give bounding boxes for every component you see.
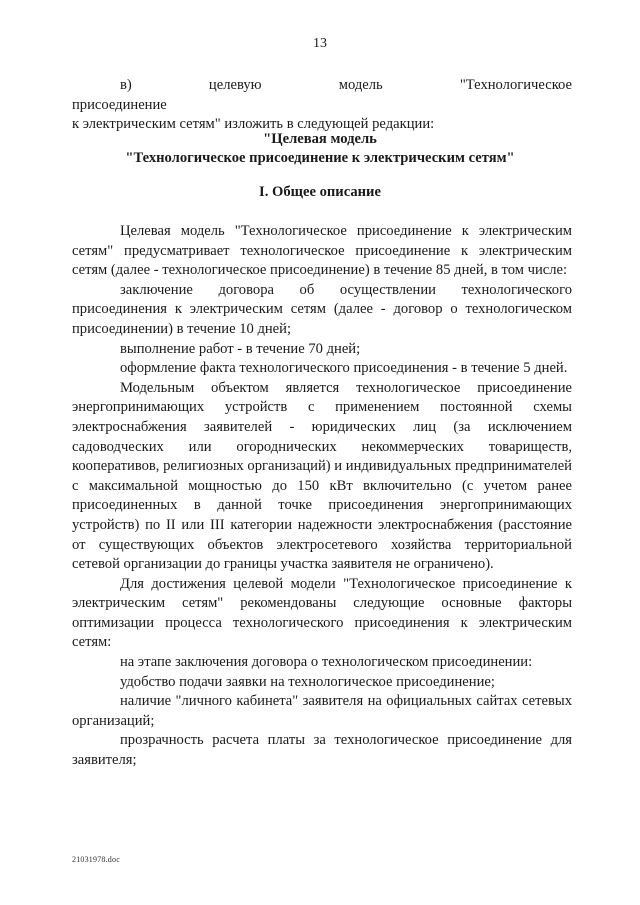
- page-number: 13: [313, 36, 327, 51]
- paragraph-8: удобство подачи заявки на технологическое присоединение;: [120, 673, 495, 690]
- paragraph-7: на этапе заключения договора о технологическом присоединении:: [120, 654, 533, 671]
- paragraph-2: заключение договора об осуществлении технологического присоединения к электрическим сетям (далее - договор о технологическом присоединении) в течение 10 дней;: [72, 281, 572, 337]
- title-line-1: "Целевая модель: [263, 131, 377, 147]
- body-text: [72, 222, 572, 771]
- intro-line-1: в) целевую модель "Технологическое присоединение: [72, 77, 572, 113]
- paragraph-6: Для достижения целевой модели "Технологическое присоединение к электрическим сетям" рекомендованы следующие основные факторы оптимизации процесса технологического присоединения к электрическим сетям:: [72, 575, 572, 651]
- paragraph-5: Модельным объектом является технологическое присоединение энергопринимающих устройств с применением постоянной схемы электроснабжения заявителей - юридических лиц (за исключением садоводческих или огороднических некоммерческих товариществ, кооперативов, религиозных организаций) и индивидуальных предпринимателей с максимальной мощностью до 150 кВт включительно (с учетом ранее присоединенных в данной точке присоединения энергопринимающих устройств) по II или III категории надежности электроснабжения (расстояние от существующих объектов электросетевого хозяйства территориальной сетевой организации до границы участка заявителя не ограничено).: [72, 379, 572, 573]
- paragraph-3: выполнение работ - в течение 70 дней;: [120, 340, 361, 357]
- intro-paragraph: [72, 76, 572, 135]
- document-title: [0, 130, 640, 168]
- section-heading: I. Общее описание: [259, 184, 381, 200]
- paragraph-4: оформление факта технологического присоединения - в течение 5 дней.: [120, 360, 568, 377]
- paragraph-1: Целевая модель "Технологическое присоединение к электрическим сетям" предусматривает технологическое присоединение к электрическим сетям (далее - технологическое присоединение) в течение 85 дней, в том числе:: [72, 223, 572, 279]
- paragraph-10: прозрачность расчета платы за технологическое присоединение для заявителя;: [72, 732, 572, 769]
- paragraph-9: наличие "личного кабинета" заявителя на официальных сайтах сетевых организаций;: [72, 693, 572, 729]
- title-line-2: "Технологическое присоединение к электрическим сетям": [125, 150, 515, 166]
- intro-line-2: к электрическим сетям" изложить в следующей редакции:: [72, 116, 435, 133]
- footer-file-code: 21031978.doc: [72, 855, 120, 864]
